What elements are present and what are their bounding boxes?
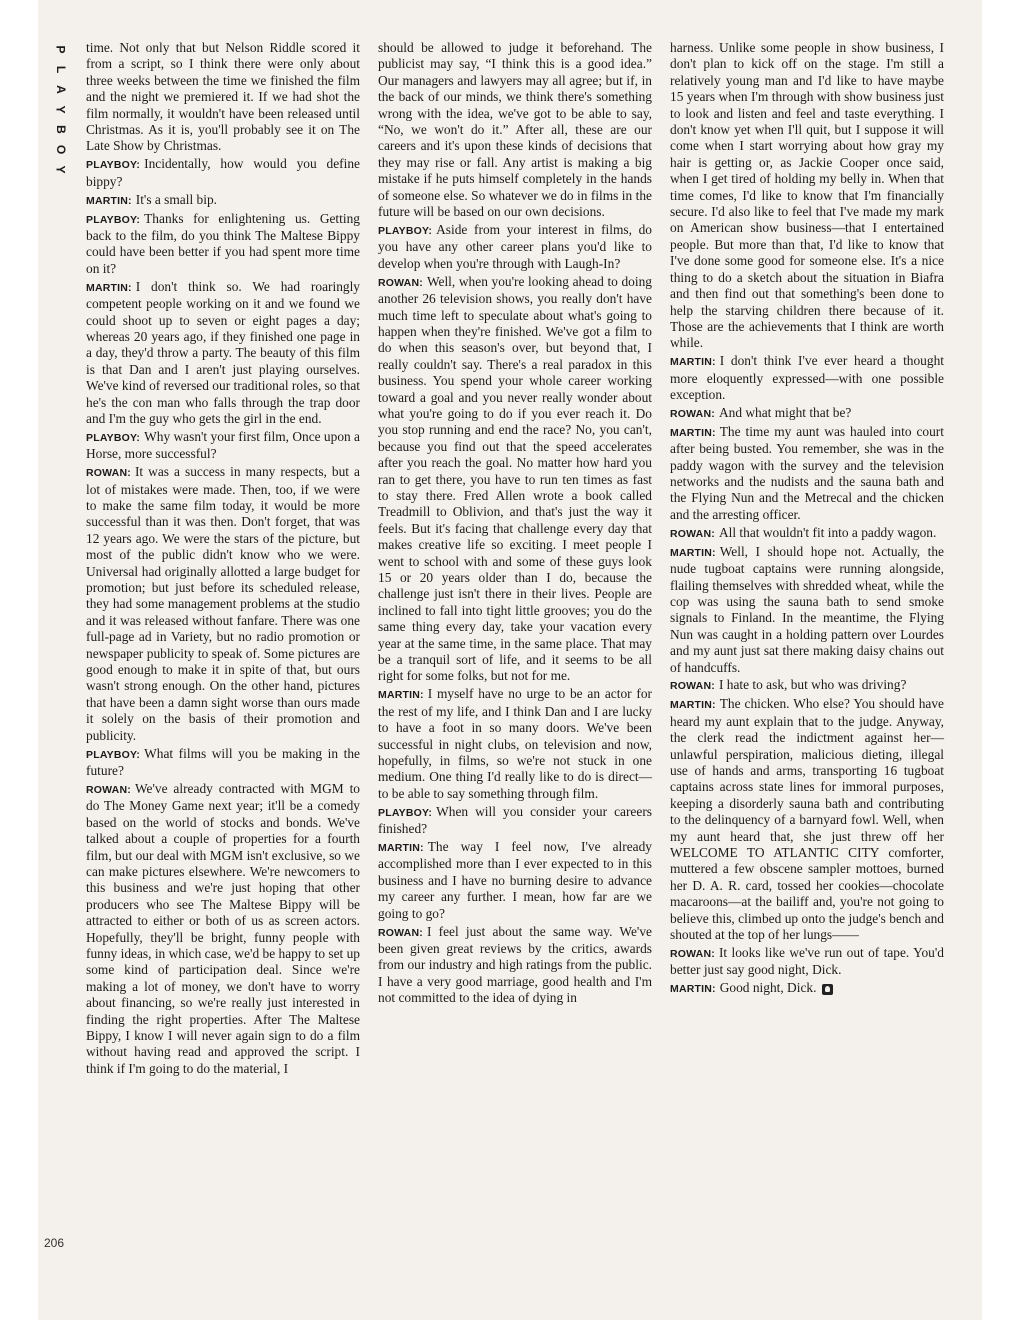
speaker-label: PLAYBOY: <box>86 431 141 444</box>
speaker-label: MARTIN: <box>378 842 424 854</box>
paragraph-text: What films will you be making in the future? <box>86 745 360 778</box>
interview-paragraph <box>670 945 944 979</box>
speaker-label: ROWAN: <box>86 783 131 796</box>
interview-paragraph <box>378 804 652 838</box>
text-column-2 <box>378 40 652 1008</box>
interview-paragraph <box>378 686 652 802</box>
page-number: 206 <box>44 1236 65 1250</box>
text-column-1 <box>86 40 360 1079</box>
running-head-letter: B <box>53 125 68 135</box>
speaker-label: MARTIN: <box>670 546 716 559</box>
interview-paragraph <box>378 274 652 685</box>
rabbit-head-end-mark-icon <box>822 984 833 995</box>
interview-paragraph <box>378 222 652 272</box>
paragraph-text: should be allowed to judge it beforehand. The publicist may say, “I think this is a good idea.” Our managers and lawyers may all agree; but if, in the back of our minds, we think there's something wrong with the idea, we've got to be able to say, “No, we won't do it.” After all, these are our careers and it's upon these kinds of decisions that they may rise or fall. Any artist is making a big mistake if he puts himself completely in the hands of someone else. So whatever we do in films in the future will be based on our own decisions. <box>378 40 652 220</box>
running-head-letter: O <box>54 144 68 156</box>
paragraph-text: Good night, Dick. <box>719 980 817 996</box>
paragraph-text: The time my aunt was hauled into court after being busted. You remember, she was in the paddy wagon with the survey and the television networks and the nudists and the sauna bath and the Flying Nun and the Metrecal and the chicken and the arresting officer. <box>670 423 944 522</box>
speaker-label: MARTIN: <box>670 356 716 369</box>
speaker-label: ROWAN: <box>670 680 715 693</box>
interview-paragraph <box>378 924 652 1007</box>
interview-paragraph <box>670 353 944 403</box>
speaker-label: PLAYBOY: <box>86 213 141 226</box>
speaker-label: ROWAN: <box>378 926 423 939</box>
running-head-letter: Y <box>53 165 68 175</box>
speaker-label: MARTIN: <box>86 194 132 207</box>
paragraph-text: Well, when you're looking ahead to doing another 26 television shows, you really don't have much time left to speculate about what's going to happen when they're finished. We've got a film to do when this season's over, but beyond that, I really couldn't say. There's a real paradox in this business. You spend your whole career working toward a goal and you never really wonder about what you're going to do if you ever reach it. Do you stop running and end the race? No, you can't, because you find out that the speed accelerates after you reach the goal. No matter how hard you ran to get there, you have to run ten times as fast to stay there. Fred Allen wrote a book called Treadmill to Oblivion, and that's just the way it feels. But it's facing that challenge every day that makes creative life so exciting. I meet people I went to school with and some of these guys look 15 or 20 years older than I do, because the challenge just isn't there in their lives. People are inclined to fall into tight little grooves; you do the same thing every day, take your vacation every year at the same time, in the same place. That may be a tranquil sort of life, and it seems to be all right for some folks, but not for me. <box>378 273 652 684</box>
continued-paragraph <box>670 40 944 352</box>
interview-paragraph <box>86 464 360 744</box>
continued-paragraph <box>378 40 652 220</box>
speaker-label: MARTIN: <box>378 689 424 702</box>
interview-paragraph <box>86 746 360 780</box>
speaker-label: PLAYBOY: <box>378 224 433 237</box>
running-head <box>54 40 68 180</box>
speaker-label: MARTIN: <box>670 983 716 996</box>
paragraph-text: harness. Unlike some people in show business, I don't plan to kick off on the stage. I'm still a relatively young man and I'd like to have maybe 15 years when I'm through with show business just to look and listen and feel and taste everything. I don't know yet when I'll quit, but I suppose it will come when I start worrying about how gray my hair is getting or, as Jackie Cooper once said, when I get tired of holding my belly in. When that time comes, I'd like to know that I'm financially secure. I'd also like to feel that I've made my mark on American show business—that I entertained people. But more than that, I'd like to know that I've done some good for someone else. It's a nice thing to do a sketch about the situation in Biafra and then find out that something's been done to help the starving children there because of it. Those are the achievements that I think are worth while. <box>670 40 944 351</box>
paragraph-text: I myself have no urge to be an actor for the rest of my life, and I think Dan and I are lucky to have a foot in so many doors. We've been successful in night clubs, on television and now, hopefully, in films, so we're not stuck in one medium. One thing I'd really like to do is direct—to be able to say something through film. <box>378 686 652 801</box>
paragraph-text: And what might that be? <box>718 404 852 420</box>
paragraph-text: It was a success in many respects, but a lot of mistakes were made. Then, too, if we were to make the same film today, it would be more successful than it was then. Don't forget, that was 12 years ago. We were the stars of the picture, but most of the public didn't know who we were. Universal had originally allotted a large budget for promotion; but just before its scheduled release, they had some management problems at the studio and it was released without fanfare. There was one full-page ad in Variety, but no radio promotion or newspaper publicity to speak of. Some pictures are good enough to make it in spite of that, but ours wasn't strong enough. On the other hand, pictures that have been a damn sight worse than ours made it solely on the basis of their promotion and publicity. <box>86 464 360 743</box>
paragraph-text: I feel just about the same way. We've been given great reviews by the critics, awards from our industry and high ratings from the public. I have a very good marriage, good health and I'm not committed to the idea of dying in <box>378 923 652 1006</box>
speaker-label: ROWAN: <box>670 527 715 540</box>
paragraph-text: The chicken. Who else? You should have heard my aunt explain that to the judge. Anyway, the clerk read the indictment against her—unlawful perspiration, malicious dieting, illegal use of hands and arms, transporting 16 tugboat captains across state lines for immoral purposes, keeping a disorderly sauna bath and contributing to the delinquency of a barnyard fowl. Well, when my aunt heard that, she just threw off her WELCOME TO ATLANTIC CITY comforter, muttered a few obscene sampler mottoes, burned her D. A. R. card, tossed her cookies—chocolate macaroons—at the bailiff and, you're not going to believe this, climbed up onto the judge's bench and shouted at the top of her lungs—— <box>670 696 944 943</box>
speaker-label: ROWAN: <box>378 276 423 289</box>
speaker-label: MARTIN: <box>86 281 132 294</box>
paragraph-text: Why wasn't your first film, Once upon a Horse, more successful? <box>86 428 360 462</box>
running-head-letter: L <box>54 65 68 75</box>
paragraph-text: Well, I should hope not. Actually, the nude tugboat captains were running alongside, flailing themselves with shredded wheat, while the cop was using the sauna bath to send smoke signals to Finland. In the meantime, the Flying Nun was caught in a holding pattern over Lourdes and my aunt just sat there making daisy chains out of handcuffs. <box>670 543 944 675</box>
speaker-label: MARTIN: <box>670 699 716 712</box>
speaker-label: ROWAN: <box>670 947 715 960</box>
running-head-letter: P <box>53 45 68 55</box>
speaker-label: MARTIN: <box>670 426 716 439</box>
interview-paragraph <box>670 525 944 542</box>
running-head-letter: Y <box>53 105 68 115</box>
speaker-label: ROWAN: <box>86 467 131 480</box>
paragraph-text: Thanks for enlightening us. Getting back to the film, do you think The Maltese Bippy could have been better if you had spent more time on it? <box>86 210 360 276</box>
speaker-label: ROWAN: <box>670 407 715 420</box>
paragraph-text: Aside from your interest in films, do you have any other career plans you'd like to develop when you're through with Laugh-In? <box>378 221 652 271</box>
speaker-label: PLAYBOY: <box>86 748 141 761</box>
paragraph-text: It looks like we've run out of tape. You'd better just say good night, Dick. <box>670 944 944 978</box>
interview-paragraph <box>670 980 944 997</box>
paragraph-text: time. Not only that but Nelson Riddle scored it from a script, so I think there were only about three weeks between the time we finished the film and the night we premiered it. If we had shot the film normally, it wouldn't have been released until Christmas. As it is, you'll probably see it on The Late Show by Christmas. <box>86 40 360 154</box>
running-head-letter: A <box>53 85 68 95</box>
paragraph-text: It's a small bip. <box>135 191 217 207</box>
paragraph-text: All that wouldn't fit into a paddy wagon. <box>718 524 937 540</box>
interview-paragraph <box>670 544 944 676</box>
text-column-3 <box>670 40 944 999</box>
interview-paragraph <box>86 192 360 209</box>
interview-paragraph <box>378 839 652 922</box>
continued-paragraph <box>86 40 360 155</box>
interview-paragraph <box>86 279 360 428</box>
paragraph-text: I don't think I've ever heard a thought more eloquently expressed—with one possible exception. <box>670 353 944 403</box>
interview-paragraph <box>670 696 944 943</box>
interview-paragraph <box>86 211 360 278</box>
speaker-label: PLAYBOY: <box>378 806 433 819</box>
interview-paragraph <box>670 424 944 523</box>
paragraph-text: When will you consider your careers finished? <box>378 803 652 837</box>
interview-paragraph <box>86 781 360 1077</box>
paragraph-text: The way I feel now, I've already accomplished more than I ever expected to in this business and I have no burning desire to advance my career any further. I mean, how far are we going to go? <box>378 839 652 921</box>
interview-paragraph <box>86 429 360 463</box>
paragraph-text: Incidentally, how would you define bippy? <box>86 156 360 189</box>
paragraph-text: I don't think so. We had roaringly competent people working on it and we found we could shoot up to seven or eight pages a day; whereas 20 years ago, if they finished one page in a day, they'd throw a party. The beauty of this film is that Dan and I aren't just playing ourselves. We've kind of reversed our traditional roles, so that he's the con man who falls through the trap door and I'm the guy who gets the girl in the end. <box>86 278 360 426</box>
paragraph-text: We've already contracted with MGM to do The Money Game next year; it'll be a comedy based on the world of stocks and bonds. We've talked about a couple of properties for a fourth film, but our deal with MGM isn't exclusive, so we can make pictures elsewhere. We're newcomers to this business and we're just hoping that other producers who see The Maltese Bippy will be attracted to either or both of us as screen actors. Hopefully, they'll be bright, funny people with funny ideas, in which case, we'd be happy to set up some kind of participation deal. Since we're making a lot of money, we don't have to worry about financing, so we're really just interested in finding the right properties. After The Maltese Bippy, I know I will never again sign to do a film without having read and approved the script. I think if I'm going to do the material, I <box>86 780 360 1076</box>
interview-paragraph <box>670 405 944 422</box>
interview-paragraph <box>86 156 360 190</box>
speaker-label: PLAYBOY: <box>86 159 141 172</box>
paragraph-text: I hate to ask, but who was driving? <box>718 677 907 693</box>
interview-paragraph <box>670 677 944 694</box>
